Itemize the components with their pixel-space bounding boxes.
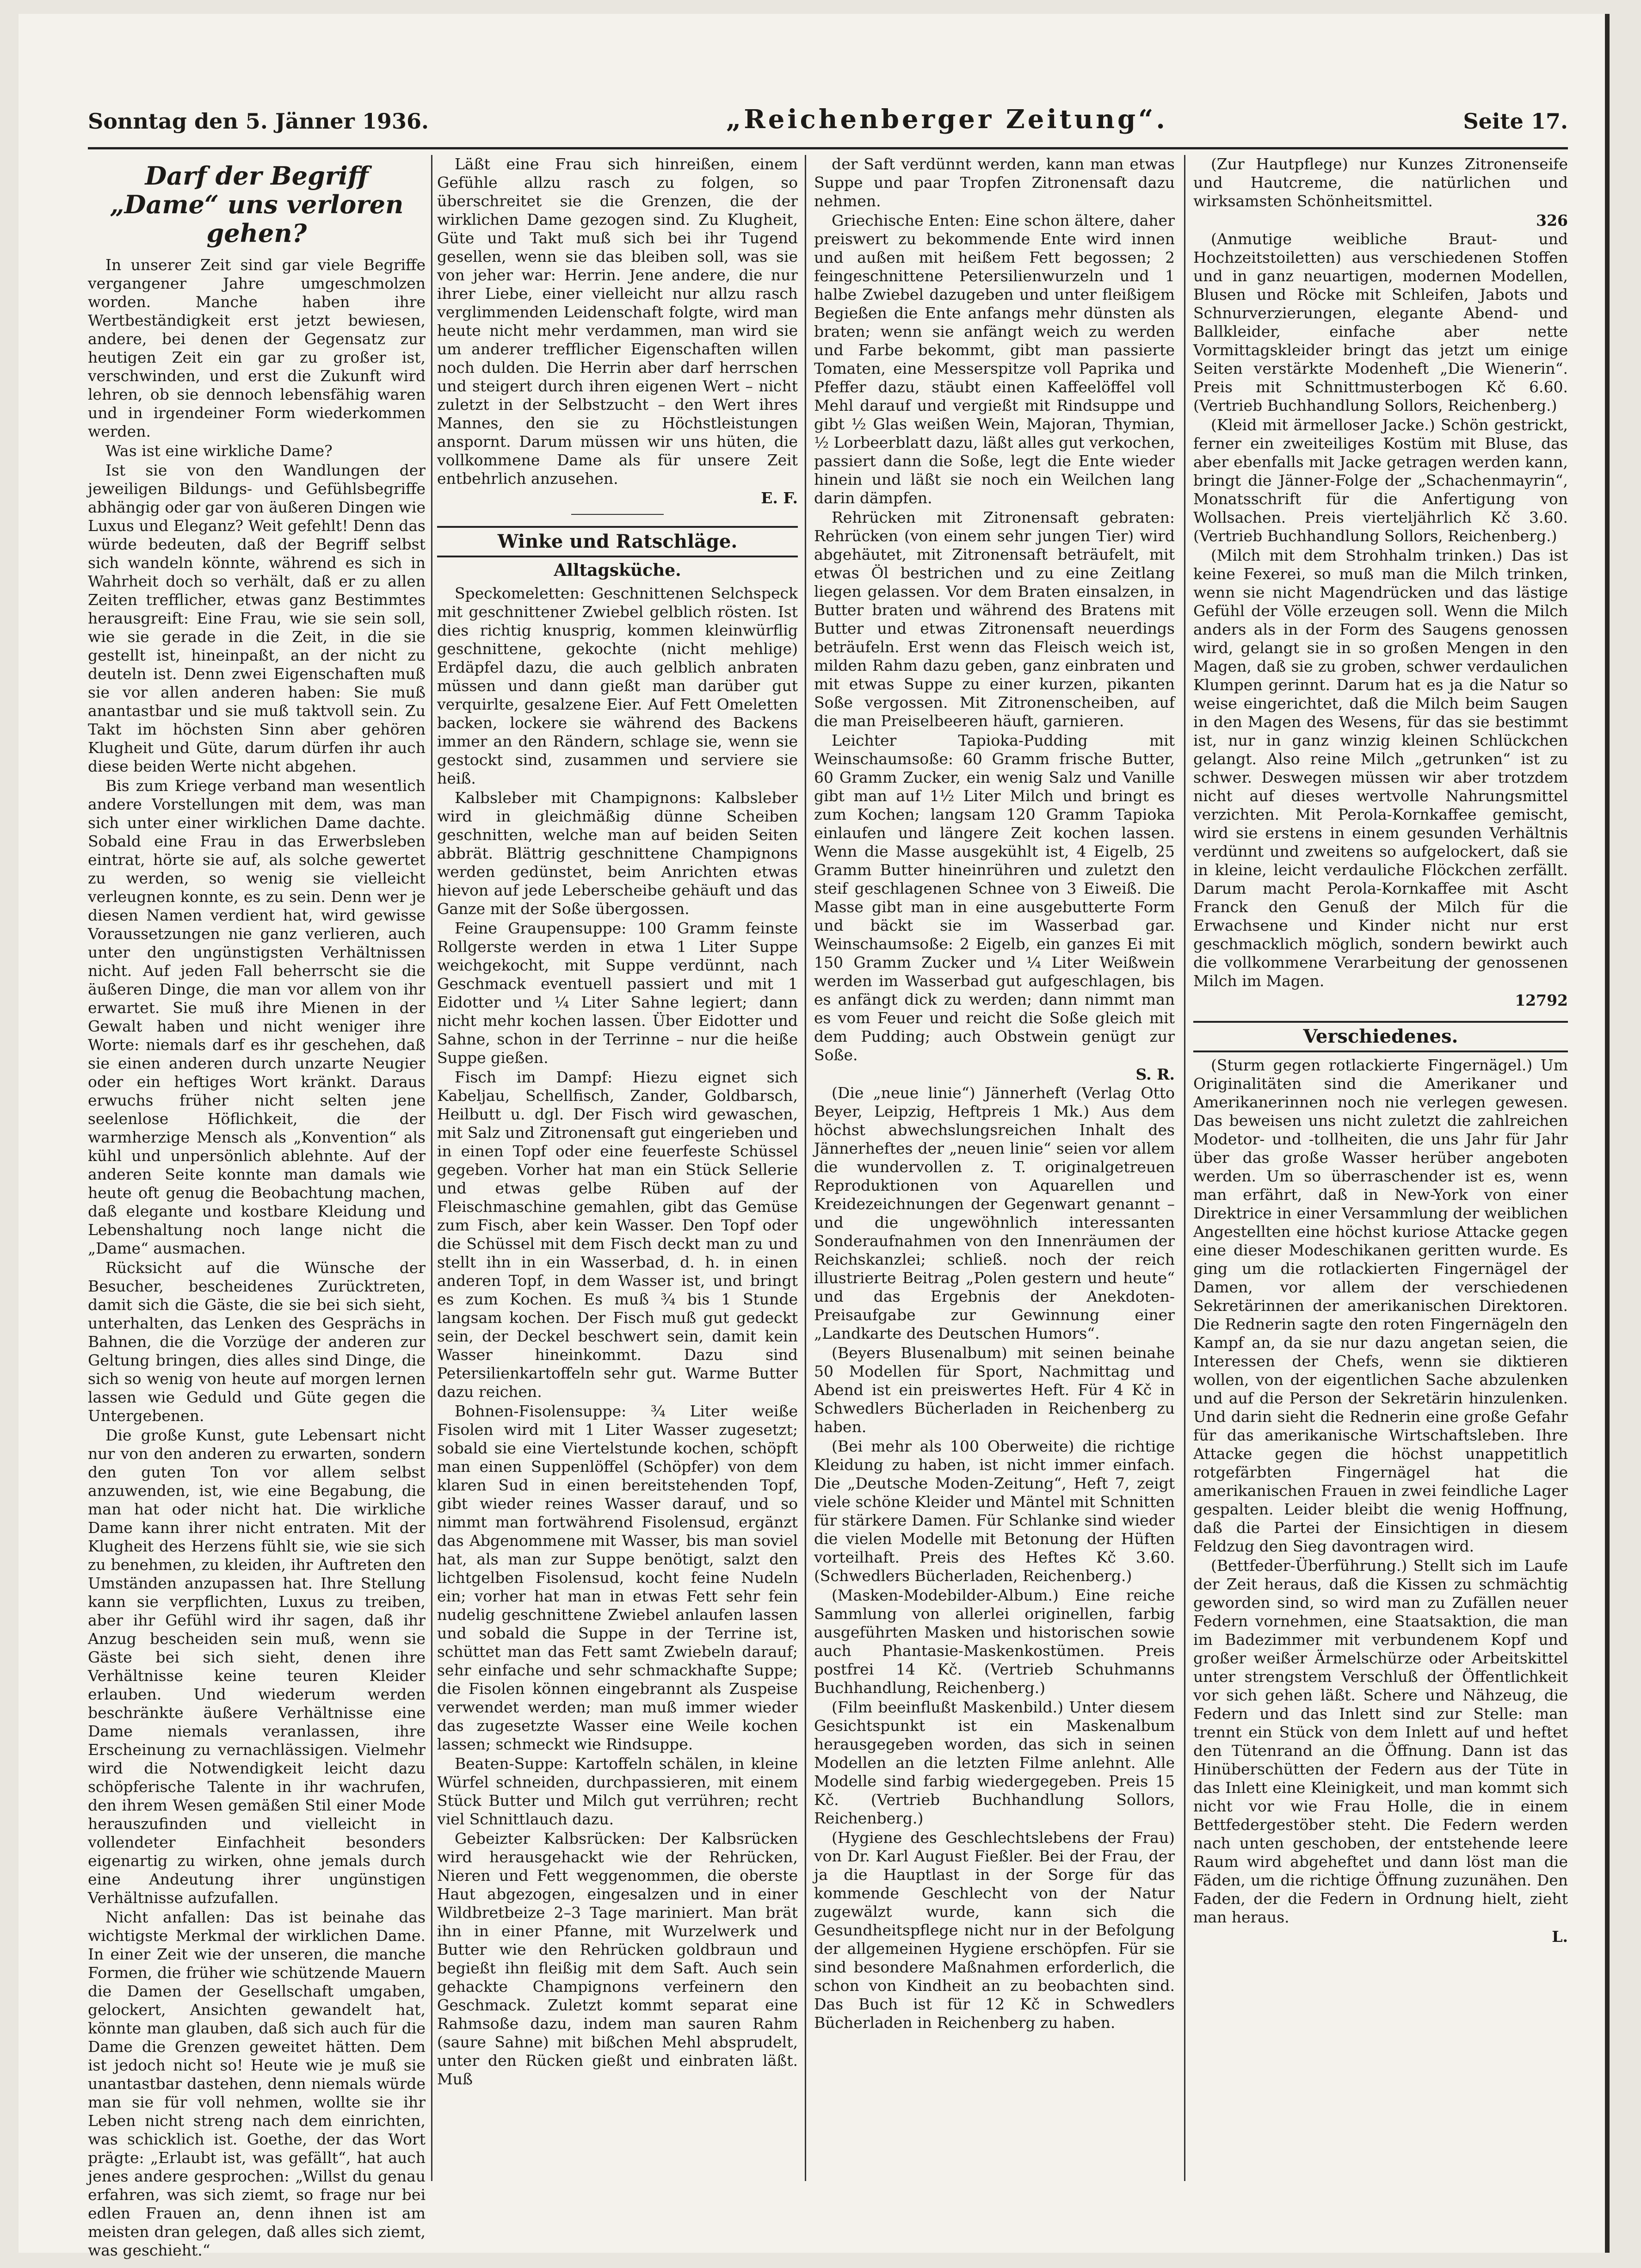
paragraph: Bis zum Kriege verband man wesentlich andere Vorstellungen mit dem, was man sich unter einer wirklichen Dame dachte. Sobald eine Frau in das Erwerbsleben eintrat, hörte sie auf, als solche gewertet zu werden, so wenig sie vielleicht verleugnen konnte, es zu sein. Denn wer je diesen Namen verdient hat, wird gewisse Voraussetzungen nie ganz verlieren, auch unter den ungünstigsten Verhältnissen nicht. Auf jeden Fall beherrscht sie die äußeren Dinge, die man vor allem von ihr erwartet. Sie muß ihre Mienen in der Gewalt haben und nicht weniger ihre Worte: niemals darf es ihr geschehen, daß sie einen anderen durch unzarte Neugier oder ein heftiges Wort kränkt. Daraus erwuchs früher nicht selten jene seelenlose Höflichkeit, die der warmherzige Mensch als „Konvention“ als kühl und unpersönlich ablehnte. Auf der anderen Seite konnte man damals wie heute oft genug die Beobachtung machen, daß elegante und kostbare Kleidung und Lebenshaltung noch lange nicht die „Dame“ ausmachen. [88,777,426,1257]
recipe-paragraph: Fisch im Dampf: Hiezu eignet sich Kabeljau, Schellfisch, Zander, Goldbarsch, Heilbutt u. dgl. Der Fisch wird gewaschen, mit Salz und Zitronensaft gut eingerieben und in einen Topf oder eine feuerfeste Schüssel gegeben. Vorher hat man ein Stück Sellerie und etwas gelbe Rüben auf der Fleischmaschine gemahlen, gibt das Gemüse zum Fisch, aber kein Wasser. Den Topf oder die Schüssel mit dem Fisch deckt man zu und stellt ihn in ein Wasserbad, d. h. in einen anderen Topf, in dem Wasser ist, und bringt es zum Kochen. Es muß ¾ bis 1 Stunde langsam kochen. Der Fisch muß gut gedeckt sein, der Deckel beschwert sein, damit kein Wasser hineinkommt. Dazu sind Petersilienkartoffeln sehr gut. Warme Butter dazu reichen. [437,1068,798,1401]
article-paragraph: (Bettfeder-Überführung.) Stellt sich im Laufe der Zeit heraus, daß die Kissen zu schmächtig geworden sind, so wird man zu Zufällen neuer Federn vornehmen, eine Staatsaktion, die man im Badezimmer mit verbundenem Kopf und großer weißer Ärmelschürze oder Arbeitskittel unter strengstem Verschluß der Öffentlichkeit vor sich gehen läßt. Schere und Nähzeug, die Federn und das Inlett sind zur Stelle: man trennt ein Stück von dem Inlett auf und heftet den Tütenrand an die Öffnung. Dann ist das Hinüberschütten der Federn aus der Tüte in das Inlett eine Kleinigkeit, und man kommt sich nicht vor wie Frau Holle, die in einem Bettfedergestöber steht. Die Federn werden nach unten geschoben, der entstehende leere Raum wird abgeheftet und dann löst man die Fäden, um die richtige Öffnung zuzunähen. Den Faden, der die Federn in Ordnung hielt, zieht man heraus. [1193,1557,1568,1926]
notice-paragraph: (Bei mehr als 100 Oberweite) die richtige Kleidung zu haben, ist nicht immer einfach. Die „Deutsche Moden-Zeitung“, Heft 7, zeigt viele schöne Kleider und Mäntel mit Schnitten für stärkere Damen. Für Schlanke sind wieder die vielen Modelle mit Betonung der Hüften vorteilhaft. Preis des Heftes Kč 3.60. (Schwedlers Bücherladen, Reichenberg.) [814,1437,1175,1585]
recipe-paragraph: Speckomeletten: Geschnittenen Selchspeck mit geschnittener Zwiebel gelblich rösten. Ist dies richtig knusprig, kommen kleinwürflig geschnittene, gekochte (nicht mehlige) Erdäpfel dazu, die auch gelblich anbraten müssen und dann gießt man darüber gut verquirlte, gesalzene Eier. Auf Fett Omeletten backen, lockere sie während des Backens immer an den Rändern, schlage sie, wenn sie gestockt sind, zusammen und serviere sie heiß. [437,584,798,787]
notice-paragraph: (Film beeinflußt Maskenbild.) Unter diesem Gesichtspunkt ist ein Maskenalbum herausgegeben worden, das sich in seinen Modellen an die letzten Filme anlehnt. Alle Modelle sind farbig wiedergegeben. Preis 15 Kč. (Vertrieb Buchhandlung Sollors, Reichenberg.) [814,1698,1175,1827]
recipe-paragraph: der Saft verdünnt werden, kann man etwas Suppe und paar Tropfen Zitronensaft dazu nehmen. [814,155,1175,210]
author-signature: S. R. [1135,1065,1175,1083]
notice-paragraph: (Zur Hautpflege) nur Kunzes Zitronenseife und Hautcreme, die natürlichen und wirksamsten Schönheitsmittel. [1193,155,1568,210]
notice-paragraph: (Kleid mit ärmelloser Jacke.) Schön gestrickt, ferner ein zweiteiliges Kostüm mit Bluse, das aber ebenfalls mit Jacke getragen werden kann, bringt die Jänner-Folge der „Schachenmayrin“, Monatsschrift für die Anfertigung von Wollsachen. Preis vierteljährlich Kč 3.60. (Vertrieb Buchhandlung Sollors, Reichenberg.) [1193,416,1568,545]
paragraph: Rücksicht auf die Wünsche der Besucher, bescheidenes Zurücktreten, damit sich die Gäste, die sie bei sich sieht, unterhalten, das Lenken des Gesprächs in Bahnen, die die Vorzüge der anderen zur Geltung bringen, dies alles sind Dinge, die sich so wenig von heute auf morgen lernen lassen wie Geduld und Güte gegen die Untergebenen. [88,1259,426,1425]
paragraph: Was ist eine wirkliche Dame? [105,442,333,460]
header-rule [88,147,1568,149]
paragraph: Nicht anfallen: Das ist beinahe das wichtigste Merkmal der wirklichen Dame. In einer Zeit wie der unseren, die manche Formen, die früher wie schützende Mauern die Damen der Gesellschaft umgaben, gelockert, Ansichten gewandelt hat, könnte man glauben, daß sich auch für die Dame die Grenzen geweitet hätten. Dem ist jedoch nicht so! Heute wie je muß sie unantastbar dastehen, denn niemals würde man sie für voll nehmen, wollte sie ihr Leben nicht streng nach dem einrichten, was schicklich ist. Goethe, der das Wort prägte: „Erlaubt ist, was gefällt“, hat auch jenes andere gesprochen: „Willst du genau erfahren, was sich ziemt, so frage nur bei edlen Frauen an, denn ihnen ist am meisten dran gelegen, daß alles sich ziemt, was geschieht.“ [88,1908,426,2259]
newspaper-page [19,14,1610,2259]
paragraph: In unserer Zeit sind gar viele Begriffe vergangener Jahre umgeschmolzen worden. Manche haben ihre Wertbeständigkeit erst jetzt bewiesen, andere, bei denen der Gegensatz zur heutigen Zeit ein gar zu großer ist, verschwinden, und erst die Zukunft wird lehren, ob sie dennoch lebensfähig waren und in irgendeiner Form wiederkommen werden. [88,256,426,440]
recipe-paragraph: Beaten-Suppe: Kartoffeln schälen, in kleine Würfel schneiden, durchpassieren, mit einem Stück Butter und Milch gut verrühren; recht viel Schnittlauch dazu. [437,1755,798,1828]
header-page-number: Seite 17. [1463,109,1568,134]
paragraph: Die große Kunst, gute Lebensart nicht nur von den anderen zu erwarten, sondern den guten Ton vor allem selbst anzuwenden, ist, wie eine Begabung, die man hat oder nicht hat. Die wirkliche Dame kann ihrer nicht entraten. Mit der Klugheit des Herzens fühlt sie, wie sie sich zu benehmen, zu kleiden, ihr Auftreten den Umständen anzupassen hat. Ihre Stellung kann sie verpflichten, Luxus zu treiben, aber ihr Gefühl wird ihr sagen, daß ihr Anzug bescheiden sein muß, wenn sie Gäste bei sich sieht, denen ihre Verhältnisse keine teuren Kleider erlauben. Und wiederum werden beschränkte äußere Verhältnisse eine Dame niemals veranlassen, ihre Erscheinung zu vernachlässigen. Vielmehr wird die Notwendigkeit leicht dazu schöpferische Talente in ihr wachrufen, den ihrem Wesen gemäßen Stil einer Mode herauszufinden und vielleicht in vollendeter Einfachheit besonders eigenartig zu wirken, ohne jemals durch eine Andeutung ihrer ungünstigen Verhältnisse aufzufallen. [88,1426,426,1907]
notice-paragraph: (Hygiene des Geschlechtslebens der Frau) von Dr. Karl August Fießler. Bei der Frau, der ja die Hauptlast in der Sorge für das kommende Geschlecht von der Natur zugewälzt wurde, kann sich die Gesundheitspflege nicht nur in der Befolgung der allgemeinen Hygiene erschöpfen. Für sie sind besondere Maßnahmen erforderlich, die schon von Kindheit an zu beobachten sind. Das Buch ist für 12 Kč in Schwedlers Bücherladen in Reichenberg zu haben. [814,1829,1175,2032]
header-date: Sonntag den 5. Jänner 1936. [88,109,429,134]
notice-paragraph: (Beyers Blusenalbum) mit seinen beinahe 50 Modellen für Sport, Nachmittag und Abend ist ein preiswertes Heft. Für 4 Kč in Schwedlers Bücherladen in Reichenberg zu haben. [814,1344,1175,1436]
column-1 [88,155,426,2259]
section-heading: Verschiedenes. [1193,1021,1568,1052]
column-rule [805,155,806,2181]
ad-number: 326 [1536,211,1568,229]
recipe-paragraph: Rehrücken mit Zitronensaft gebraten: Rehrücken (von einem sehr jungen Tier) wird abgehäutet, mit Zitronensaft beträufelt, mit etwas Öl bestrichen und zu eine Zeitlang liegen gelassen. Vor dem Braten einsalzen, in Butter braten und während des Bratens mit Butter und etwas Zitronensaft neuerdings beträufeln. Erst wenn das Fleisch weich ist, milden Rahm dazu geben, ganz einbraten und mit etwas Suppe zu einer kurzen, pikanten Soße vergossen. Mit Zitronenscheiben, auf die man Preiselbeeren häuft, garnieren. [814,508,1175,730]
article-title: Darf der Begriff „Dame“ uns verloren gehen? [110,161,404,248]
notice-paragraph: (Die „neue linie“) Jännerheft (Verlag Otto Beyer, Leipzig, Heftpreis 1 Mk.) Aus dem höchst abwechslungsreichen Inhalt des Jännerheftes der „neuen linie“ seien vor allem die wundervollen z. T. originalgetreuen Reproduktionen von Aquarellen und Kreidezeichnungen der Gegenwart genannt – und die ungewöhnlich interessanten Sonderaufnahmen von den Innenräumen der Reichskanzlei; schließ. noch der reich illustrierte Beitrag „Polen gestern und heute“ und das Ergebnis der Anekdoten-Preisaufgabe zur Gewinnung einer „Landkarte des Deutschen Humors“. [814,1084,1175,1342]
notice-paragraph: (Milch mit dem Strohhalm trinken.) Das ist keine Fexerei, so muß man die Milch trinken, wenn sie nicht Magendrücken und das lästige Gefühl der Völle erzeugen soll. Wenn die Milch anders als in der Form des Saugens genossen wird, gelangt sie in so großen Mengen in den Magen, daß sie zu groben, schwer verdaulichen Klumpen gerinnt. Darum hat es ja die Natur so weise eingerichtet, daß die Milch beim Saugen in den Magen des Wesens, für das sie bestimmt ist, nur in ganz winzig kleinen Schlückchen gelangt. Also reine Milch „getrunken“ ist zu schwer. Deswegen müssen wir aber trotzdem nicht auf dieses wertvolle Nahrungsmittel verzichten. Mit Perola-Kornkaffee gemischt, wird sie erstens in einem gesunden Verhältnis verdünnt und zweitens so aufgelockert, daß sie in kleine, leicht verdauliche Flöckchen zerfällt. Darum macht Perola-Kornkaffee mit Ascht Franck den Genuß der Milch für die Erwachsene und Kinder nicht nur erst geschmacklich möglich, sondern bewirkt auch die vollkommene Verarbeitung der genossenen Milch im Magen. [1193,546,1568,990]
section-heading: Winke und Ratschläge. [437,526,798,557]
recipe-paragraph: Bohnen-Fisolensuppe: ¾ Liter weiße Fisolen wird mit 1 Liter Wasser zugesetzt; sobald sie eine Viertelstunde kochen, schöpft man einen Suppenlöffel (Schöpfer) von dem klaren Sud in einen bereitstehenden Topf, gibt wieder reines Wasser darauf, und so nimmt man fortwährend Fisolensud, ergänzt das Abgenommene mit Wasser, bis man soviel hat, als man zur Suppe benötigt, salzt den lichtgelben Fisolensud, kocht feine Nudeln ein; vorher hat man in etwas Fett sehr fein nudelig geschnittene Zwiebel anlaufen lassen und sobald die Suppe in der Terrine ist, schüttet man das Fett samt Zwiebeln darauf; sehr einfache und sehr schmackhafte Suppe; die Fisolen können eingebrannt als Zuspeise verwendet werden; man muß immer wieder das zugesetzte Wasser eine Weile kochen lassen; schmeckt wie Rindsuppe. [437,1402,798,1753]
separator [571,514,664,515]
header-newspaper-name: „Reichenberger Zeitung“. [726,104,1168,135]
paragraph: Läßt eine Frau sich hinreißen, einem Gefühle allzu rasch zu folgen, so überschreitet sie die Grenzen, die der wirklichen Dame gezogen sind. Zu Klugheit, Güte und Takt muß sich bei ihr Tugend gesellen, wenn sie das bleiben soll, was sie von jeher war: Herrin. Jene andere, die nur ihrer Liebe, einer vielleicht nur allzu rasch verglimmenden Leidenschaft folgte, wird man heute nicht mehr verdammen, man wird sie um anderer trefflicher Eigenschaften willen noch dulden. Die Herrin aber darf herrschen und steigert durch ihren eigenen Wert – nicht zuletzt in der Selbstzucht – den Wert ihres Mannes, den sie zu Höchstleistungen anspornt. Darum müssen wir uns hüten, die vollkommene Dame als für unsere Zeit entbehrlich anzusehen. [437,155,798,488]
subsection-heading: Alltagsküche. [554,561,681,580]
ad-number: 12792 [1515,991,1568,1009]
notice-paragraph: (Masken-Modebilder-Album.) Eine reiche Sammlung von allerlei originellen, farbig ausgeführten Masken und historischen sowie auch Phantasie-Maskenkostümen. Preis postfrei 14 Kč. (Vertrieb Schuhmanns Buchhandlung, Reichenberg.) [814,1586,1175,1697]
column-rule [431,155,432,2181]
column-4 [1193,155,1568,2190]
recipe-paragraph: Griechische Enten: Eine schon ältere, daher preiswert zu bekommende Ente wird innen und außen mit heißem Fett begossen; 2 feingeschnittene Petersilienwurzeln und 1 halbe Zwiebel dazugeben und unter fleißigem Begießen die Ente anfangs mehr dünsten als braten; wenn sie anfängt weich zu werden und Farbe bekommt, gibt man passierte Tomaten, eine Messerspitze voll Paprika und Pfeffer dazu, stäubt einen Kaffeelöffel voll Mehl darauf und vergießt mit Rindsuppe und gibt ½ Glas weißen Wein, Majoran, Thymian, ½ Lorbeerblatt dazu, läßt alles gut verkochen, passiert dann die Soße, legt die Ente wieder hinein und läßt sie noch ein Weilchen lang darin dämpfen. [814,211,1175,507]
recipe-paragraph: Kalbsleber mit Champignons: Kalbsleber wird in gleichmäßig dünne Scheiben geschnitten, welche man auf beiden Seiten abbrät. Blättrig geschnittene Champignons werden gedünstet, beim Anrichten etwas hievon auf jede Leberscheibe gehäuft und das Ganze mit der Soße übergossen. [437,789,798,918]
notice-paragraph: (Anmutige weibliche Braut- und Hochzeitstoiletten) aus verschiedenen Stoffen und in ganz neuartigen, modernen Modellen, Blusen und Röcke mit Schleifen, Jabots und Schnurverzierungen, elegante Abend- und Ballkleider, einfache aber nette Vormittagskleider bringt das jetzt um einige Seiten verstärkte Modenheft „Die Wienerin“. Preis mit Schnittmusterbogen Kč 6.60. (Vertrieb Buchhandlung Sollors, Reichenberg.) [1193,230,1568,414]
recipe-paragraph: Leichter Tapioka-Pudding mit Weinschaumsoße: 60 Gramm frische Butter, 60 Gramm Zucker, ein wenig Salz und Vanille gibt man auf 1½ Liter Milch und bringt es zum Kochen; langsam 120 Gramm Tapioka einlaufen und längere Zeit kochen lassen. Wenn die Masse ausgekühlt ist, 4 Eigelb, 25 Gramm Butter hineinrühren und zuletzt den steif geschlagenen Schnee von 3 Eiweiß. Die Masse gibt man in eine ausgebutterte Form und bäckt sie im Wasserbad gar. Weinschaumsoße: 2 Eigelb, ein ganzes Ei mit 150 Gramm Zucker und ¼ Liter Weißwein werden im Wasserbad gut aufgeschlagen, bis es anfängt dick zu werden; dann nimmt man es vom Feuer und reicht die Soße gleich mit dem Pudding; auch Obstwein genügt zur Soße. [814,731,1175,1064]
recipe-paragraph: Feine Graupensuppe: 100 Gramm feinste Rollgerste werden in etwa 1 Liter Suppe weichgekocht, mit Suppe verdünnt, nach Geschmack eventuell passiert und mit 1 Eidotter und ¼ Liter Sahne legiert; dann nicht mehr kochen lassen. Über Eidotter und Sahne, schon in der Terrinne – nur die heiße Suppe gießen. [437,919,798,1067]
column-3 [814,155,1175,2190]
page-header [88,99,1568,136]
column-2 [437,155,798,2190]
author-signature: L. [1552,1928,1568,1946]
author-signature: E. F. [761,489,798,507]
recipe-paragraph: Gebeizter Kalbsrücken: Der Kalbsrücken wird herausgehackt wie der Rehrücken, Nieren und Fett weggenommen, die oberste Haut abgezogen, eingesalzen und in einer Wildbretbeize 2–3 Tage mariniert. Man brät ihn in einer Pfanne, mit Wurzelwerk und Butter wie den Rehrücken goldbraun und begießt ihn fleißig mit dem Saft. Auch sein gehackte Champignons verfeinern den Geschmack. Zuletzt kommt separat eine Rahmsoße dazu, indem man sauren Rahm (saure Sahne) mit bißchen Mehl absprudelt, unter den Rücken gießt und einbraten läßt. Muß [437,1829,798,2088]
paragraph: Ist sie von den Wandlungen der jeweiligen Bildungs- und Gefühlsbegriffe abhängig oder gar von äußeren Dingen wie Luxus und Eleganz? Weit gefehlt! Denn das würde bedeuten, daß der Begriff selbst sich wandeln könnte, während es sich in Wahrheit doch so verhält, daß er zu allen Zeiten trefflicher, etwas ganz Bestimmtes herausgreift: Eine Frau, wie sie sein soll, wie sie gerade in die Zeit, in die sie gestellt ist, hineinpaßt, an der nicht zu deuteln ist. Denn zwei Eigenschaften muß sie vor allen anderen haben: Sie muß anantastbar und sie muß taktvoll sein. Zu Takt im höchsten Sinn aber gehören Klugheit und Güte, darum dürfen ihr auch diese beiden Werte nicht abgehen. [88,461,426,775]
article-paragraph: (Sturm gegen rotlackierte Fingernägel.) Um Originalitäten sind die Amerikaner und Amerikanerinnen noch nie verlegen gewesen. Das beweisen uns nicht zuletzt die zahlreichen Modetor- und -tollheiten, die uns Jahr für Jahr über das große Wasser herüber angeboten werden. Um so überraschender ist es, wenn man erfährt, daß in New-York von einer Direktrice in einer Versammlung der weiblichen Angestellten eine höchst kuriose Attacke gegen eine dieser Modeschikanen geritten wurde. Es ging um die rotlackierten Fingernägel der Damen, vor allem der verschiedenen Sekretärinnen der amerikanischen Direktoren. Die Rednerin sagte den roten Fingernägeln den Kampf an, da sie nur dazu angetan seien, die Interessen der Chefs, wenn sie diktieren wollen, von der eigentlichen Sache abzulenken und auf die Person der Sekretärin hinzulenken. Und darin sieht die Rednerin eine große Gefahr für das amerikanische Wirtschaftsleben. Ihre Attacke gegen die höchst unappetitlich rotgefärbten Fingernägel hat die amerikanischen Frauen in zwei feindliche Lager gespalten. Leider bleibt die wenig Hoffnung, daß die Partei der Einsichtigen in diesem Feldzug den Sieg davontragen wird. [1193,1056,1568,1555]
column-rule [1184,155,1185,2181]
